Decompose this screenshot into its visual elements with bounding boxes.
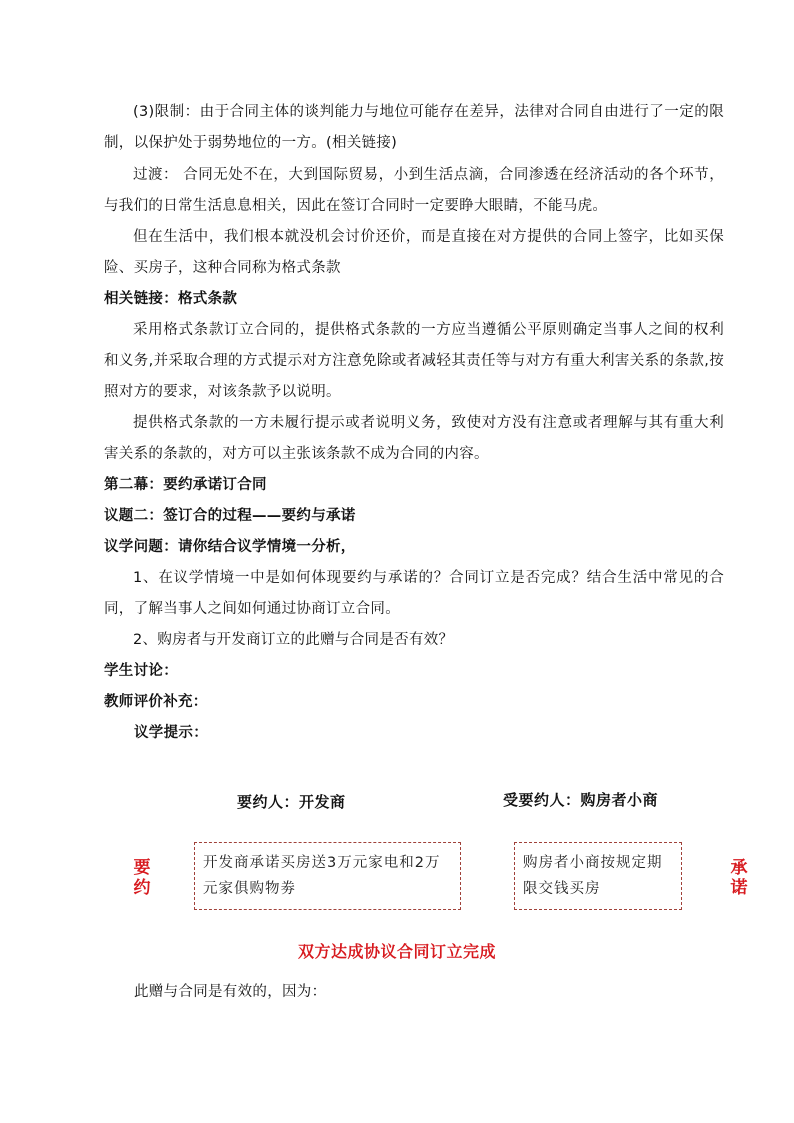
paragraph-transition: 过渡： 合同无处不在，大到国际贸易，小到生活点滴，合同渗透在经济活动的各个环节，与我们的日常生活息息相关，因此在签订合同时一定要睁大眼睛，不能马虎。 <box>104 167 724 214</box>
offeror-label: 要约人：开发商 <box>237 793 346 811</box>
question-one: 1、在议学情境一中是如何体现要约与承诺的？合同订立是否完成？结合生活中常见的合同，了解当事人之间如何通过协商订立合同。 <box>104 570 724 617</box>
question-two: 2、购房者与开发商订立的此赠与合同是否有效？ <box>133 632 454 648</box>
heading-question: 议学问题：请你结合议学情境一分析， <box>104 539 356 555</box>
paragraph-restriction: (3)限制：由于合同主体的谈判能力与地位可能存在差异，法律对合同自由进行了一定的限制，以保护处于弱势地位的一方。(相关链接) <box>104 104 724 151</box>
paragraph-standard-terms-intro: 但在生活中，我们根本就没机会讨价还价，而是直接在对方提供的合同上签字，比如买保险、买房子，这种合同称为格式条款 <box>104 229 724 276</box>
acceptance-box: 购房者小商按规定期限交钱买房 <box>514 842 682 910</box>
heading-topic-two: 议题二：签订合的过程——要约与承诺 <box>104 508 356 524</box>
heading-teacher-comment: 教师评价补充： <box>104 694 208 710</box>
heading-hint: 议学提示： <box>134 725 208 741</box>
offer-box: 开发商承诺买房送3万元家电和2万元家俱购物劵 <box>194 842 461 910</box>
paragraph-standard-terms-rule: 采用格式条款订立合同的，提供格式条款的一方应当遵循公平原则确定当事人之间的权利和义务,并采取合理的方式提示对方注意免除或者减轻其责任等与对方有重大利害关系的条款,按照对方的要求，对该条款予以说明。 <box>104 322 724 400</box>
acceptance-side-label: 承诺 <box>730 858 748 898</box>
heading-act-two: 第二幕：要约承诺订合同 <box>104 477 267 493</box>
diagram-conclusion: 双方达成协议合同订立完成 <box>297 942 496 961</box>
offer-side-label: 要约 <box>133 858 151 898</box>
paragraph-standard-terms-duty: 提供格式条款的一方未履行提示或者说明义务，致使对方没有注意或者理解与其有重大利害关系的条款的，对方可以主张该条款不成为合同的内容。 <box>104 415 724 462</box>
paragraph-gift-contract-valid: 此赠与合同是有效的，因为： <box>134 984 327 1000</box>
heading-student-discussion: 学生讨论： <box>104 663 178 679</box>
offeree-label: 受要约人：购房者小商 <box>503 791 659 809</box>
heading-related-link: 相关链接：格式条款 <box>104 291 238 307</box>
